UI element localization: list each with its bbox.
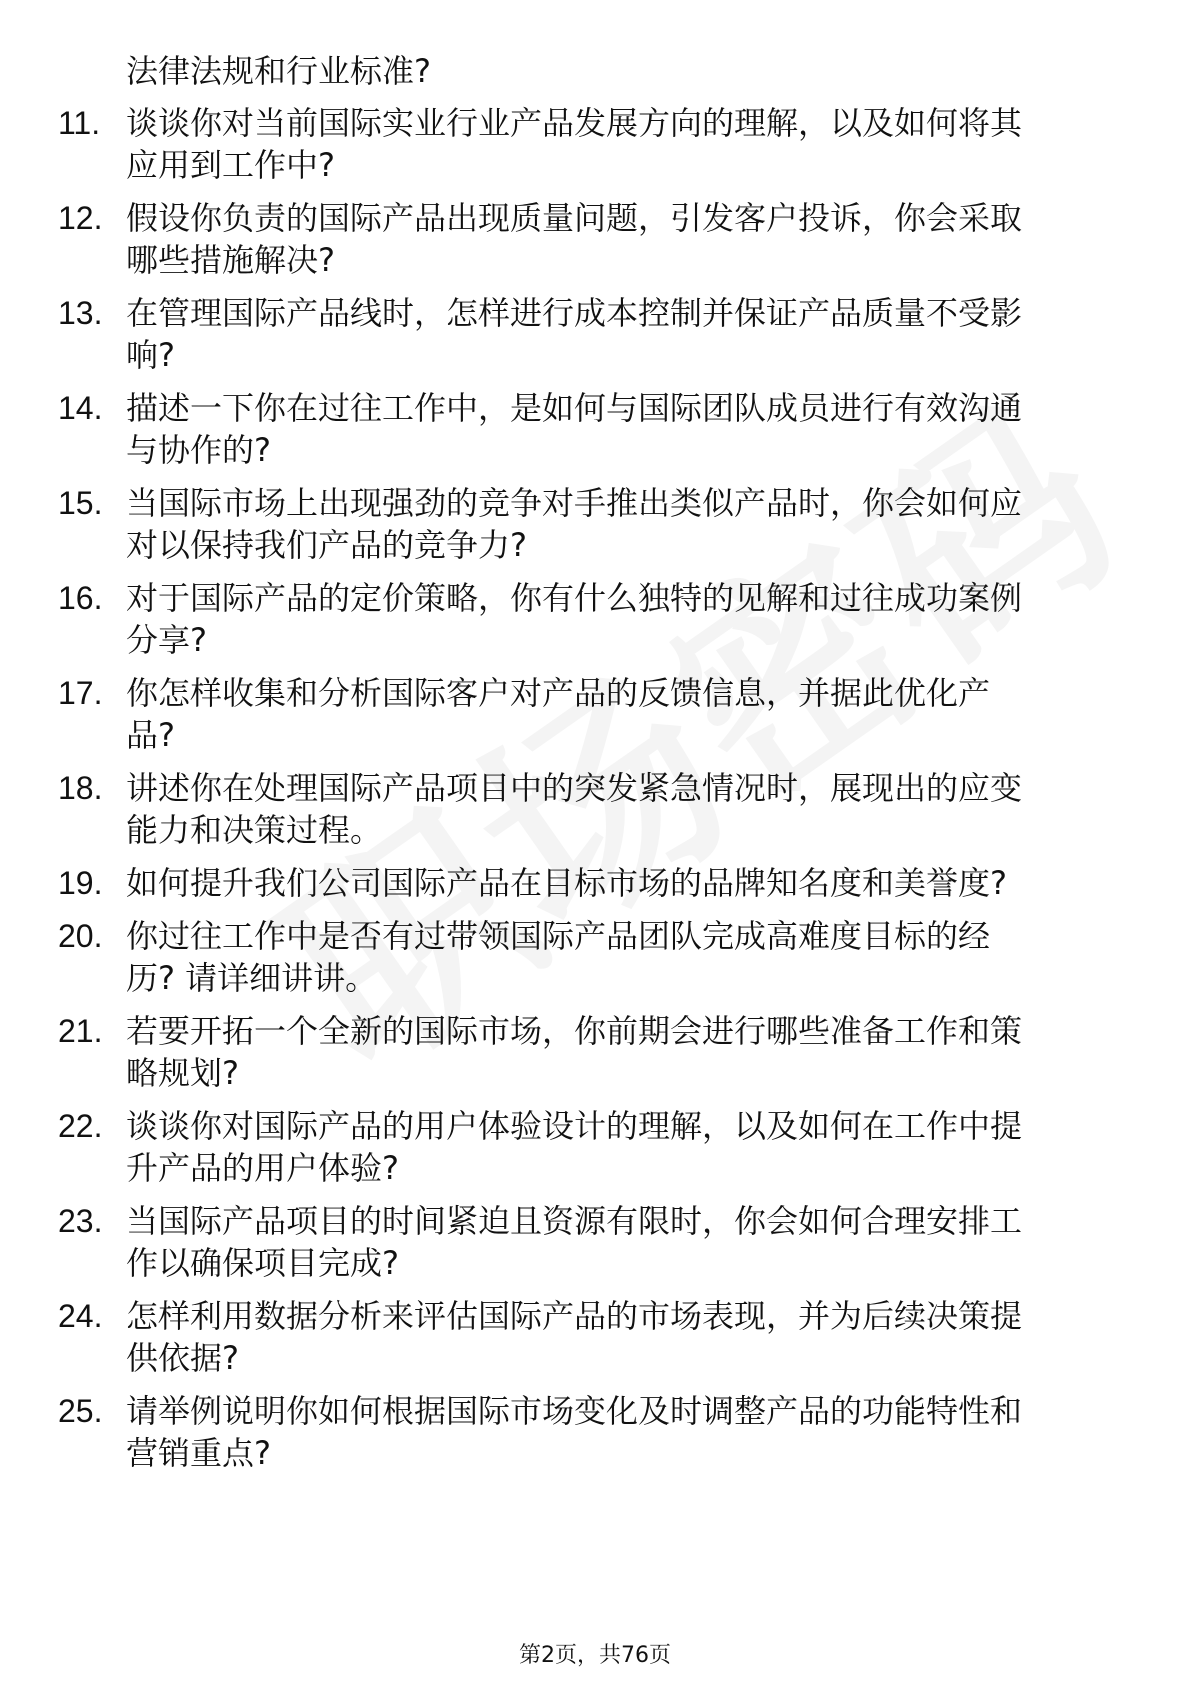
item-text-line: 请举例说明你如何根据国际市场变化及时调整产品的功能特性和	[126, 1392, 1023, 1430]
item-number: 25.	[58, 1393, 103, 1429]
item-text	[126, 482, 1126, 566]
item-number: 20.	[58, 918, 103, 954]
item-number: 15.	[58, 485, 103, 521]
item-text	[126, 1390, 1126, 1474]
item-text-line: 对以保持我们产品的竞争力?	[126, 526, 527, 564]
item-number: 17.	[58, 675, 103, 711]
item-text	[126, 1105, 1126, 1189]
item-text	[126, 1010, 1126, 1094]
item-number: 18.	[58, 770, 103, 806]
item-text	[126, 672, 1126, 756]
list-item	[0, 1010, 1190, 1094]
item-text-line: 哪些措施解决?	[126, 241, 335, 279]
item-number: 23.	[58, 1203, 103, 1239]
list-item	[0, 197, 1190, 281]
item-text-line: 品?	[126, 716, 175, 754]
item-text	[126, 1295, 1126, 1379]
item-text-line: 怎样利用数据分析来评估国际产品的市场表现，并为后续决策提	[126, 1297, 1023, 1335]
item-number: 21.	[58, 1013, 103, 1049]
item-text-line: 响?	[126, 336, 175, 374]
item-text-line: 如何提升我们公司国际产品在目标市场的品牌知名度和美誉度?	[126, 864, 1007, 902]
item-text	[126, 387, 1126, 471]
list-item	[0, 1105, 1190, 1189]
item-text-line: 略规划?	[126, 1054, 239, 1092]
item-text-line: 历? 请详细讲讲。	[126, 959, 378, 997]
item-text-line: 对于国际产品的定价策略，你有什么独特的见解和过往成功案例	[126, 579, 1023, 617]
item-text-line: 与协作的?	[126, 431, 271, 469]
item-number: 19.	[58, 865, 103, 901]
list-item	[0, 1390, 1190, 1474]
list-item	[0, 482, 1190, 566]
item-text-line: 分享?	[126, 621, 207, 659]
item-text	[126, 1200, 1126, 1284]
list-item	[0, 672, 1190, 756]
item-number: 24.	[58, 1298, 103, 1334]
list-item	[0, 102, 1190, 186]
item-text-line: 应用到工作中?	[126, 146, 335, 184]
item-text-line: 假设你负责的国际产品出现质量问题，引发客户投诉，你会采取	[126, 199, 1023, 237]
list-item	[0, 862, 1190, 904]
item-text-line: 谈谈你对国际产品的用户体验设计的理解，以及如何在工作中提	[126, 1107, 1023, 1145]
list-item	[0, 292, 1190, 376]
page-number: 第2页，共76页	[519, 1643, 671, 1668]
item-text-line: 营销重点?	[126, 1434, 271, 1472]
item-text	[126, 102, 1126, 186]
item-number: 16.	[58, 580, 103, 616]
list-item	[0, 915, 1190, 999]
list-item	[0, 1295, 1190, 1379]
item-text-line: 升产品的用户体验?	[126, 1149, 399, 1187]
item-number: 14.	[58, 390, 103, 426]
item-number: 13.	[58, 295, 103, 331]
item-text-line: 描述一下你在过往工作中，是如何与国际团队成员进行有效沟通	[126, 389, 1023, 427]
list-item	[0, 1200, 1190, 1284]
item-number: 12.	[58, 200, 103, 236]
item-text-line: 供依据?	[126, 1339, 239, 1377]
item-text-line: 当国际市场上出现强劲的竞争对手推出类似产品时，你会如何应	[126, 484, 1023, 522]
item-text	[126, 915, 1126, 999]
list-item	[0, 577, 1190, 661]
item-text-line: 当国际产品项目的时间紧迫且资源有限时，你会如何合理安排工	[126, 1202, 1023, 1240]
item-text-line: 若要开拓一个全新的国际市场，你前期会进行哪些准备工作和策	[126, 1012, 1023, 1050]
list-item	[0, 767, 1190, 851]
item-text-line: 你过往工作中是否有过带领国际产品团队完成高难度目标的经	[126, 917, 991, 955]
item-text	[126, 292, 1126, 376]
item-text	[126, 767, 1126, 851]
question-list	[0, 50, 1190, 1485]
item-text-line: 讲述你在处理国际产品项目中的突发紧急情况时，展现出的应变	[126, 769, 1023, 807]
item-text-line: 在管理国际产品线时，怎样进行成本控制并保证产品质量不受影	[126, 294, 1023, 332]
continued-text: 法律法规和行业标准?	[126, 52, 431, 90]
item-text	[126, 197, 1126, 281]
item-text-line: 作以确保项目完成?	[126, 1244, 399, 1282]
items-container	[0, 102, 1190, 1474]
item-number: 11.	[58, 105, 101, 141]
item-number: 22.	[58, 1108, 103, 1144]
list-item	[0, 387, 1190, 471]
item-text	[126, 862, 1126, 904]
item-text	[126, 577, 1126, 661]
item-text-line: 你怎样收集和分析国际客户对产品的反馈信息，并据此优化产	[126, 674, 991, 712]
item-text-line: 谈谈你对当前国际实业行业产品发展方向的理解，以及如何将其	[126, 104, 1023, 142]
item-text-line: 能力和决策过程。	[126, 811, 383, 849]
